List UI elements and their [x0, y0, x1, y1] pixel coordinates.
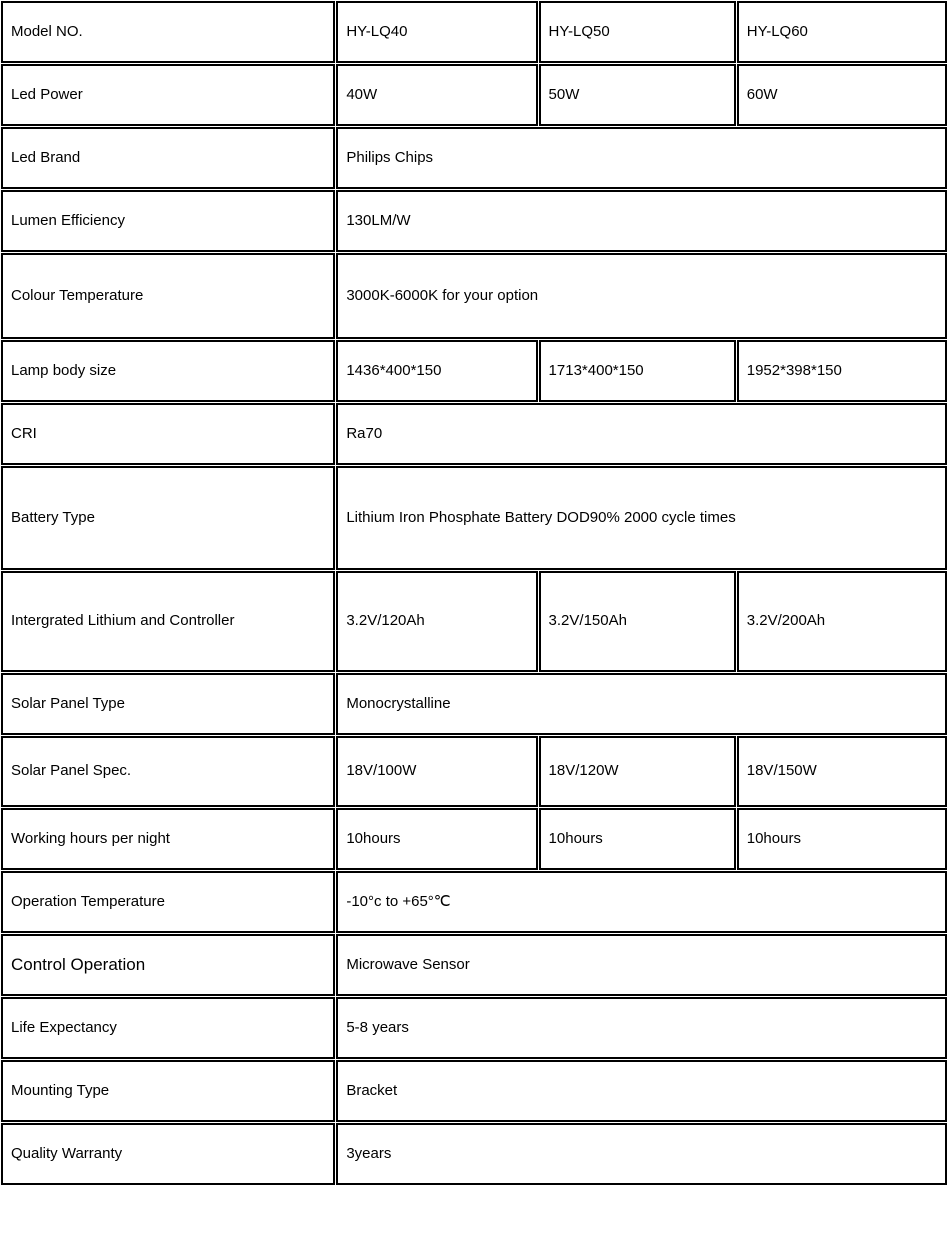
spec-label: Model NO. — [1, 1, 335, 63]
spec-value: Monocrystalline — [336, 673, 947, 735]
table-row — [1, 466, 947, 570]
spec-value: 10hours — [336, 808, 537, 870]
spec-label: Life Expectancy — [1, 997, 335, 1059]
spec-value: 18V/120W — [539, 736, 736, 807]
spec-value: 130LM/W — [336, 190, 947, 252]
spec-label: Lamp body size — [1, 340, 335, 402]
table-row — [1, 871, 947, 933]
spec-value: 3.2V/150Ah — [539, 571, 736, 672]
spec-label: CRI — [1, 403, 335, 465]
spec-value: 1952*398*150 — [737, 340, 947, 402]
spec-label: Led Brand — [1, 127, 335, 189]
spec-value: 40W — [336, 64, 537, 126]
spec-label: Quality Warranty — [1, 1123, 335, 1185]
spec-value: Ra70 — [336, 403, 947, 465]
spec-table-body — [1, 1, 947, 1185]
spec-value: 10hours — [539, 808, 736, 870]
spec-label: Solar Panel Spec. — [1, 736, 335, 807]
table-row — [1, 403, 947, 465]
table-row — [1, 808, 947, 870]
spec-value: Lithium Iron Phosphate Battery DOD90% 2000 cycle times — [336, 466, 947, 570]
spec-label: Mounting Type — [1, 1060, 335, 1122]
spec-value: 3.2V/200Ah — [737, 571, 947, 672]
table-row — [1, 934, 947, 996]
spec-value: -10°c to +65°℃ — [336, 871, 947, 933]
spec-value: 3000K-6000K for your option — [336, 253, 947, 339]
spec-value: 10hours — [737, 808, 947, 870]
spec-value: HY-LQ60 — [737, 1, 947, 63]
table-row — [1, 1123, 947, 1185]
spec-value: 1713*400*150 — [539, 340, 736, 402]
spec-value: HY-LQ40 — [336, 1, 537, 63]
table-row — [1, 127, 947, 189]
spec-value: 1436*400*150 — [336, 340, 537, 402]
table-row — [1, 571, 947, 672]
spec-value: 50W — [539, 64, 736, 126]
spec-value: HY-LQ50 — [539, 1, 736, 63]
table-row — [1, 673, 947, 735]
spec-value: 18V/150W — [737, 736, 947, 807]
spec-label: Control Operation — [1, 934, 335, 996]
spec-value: 5-8 years — [336, 997, 947, 1059]
spec-label: Operation Temperature — [1, 871, 335, 933]
table-row — [1, 1, 947, 63]
spec-label: Lumen Efficiency — [1, 190, 335, 252]
table-row — [1, 253, 947, 339]
spec-value: 60W — [737, 64, 947, 126]
spec-value: 3.2V/120Ah — [336, 571, 537, 672]
spec-value: 18V/100W — [336, 736, 537, 807]
spec-value: Philips Chips — [336, 127, 947, 189]
spec-label: Battery Type — [1, 466, 335, 570]
spec-value: Microwave Sensor — [336, 934, 947, 996]
spec-label: Led Power — [1, 64, 335, 126]
table-row — [1, 1060, 947, 1122]
spec-label: Working hours per night — [1, 808, 335, 870]
spec-label: Intergrated Lithium and Controller — [1, 571, 335, 672]
table-row — [1, 64, 947, 126]
table-row — [1, 997, 947, 1059]
table-row — [1, 736, 947, 807]
spec-label: Solar Panel Type — [1, 673, 335, 735]
spec-value: Bracket — [336, 1060, 947, 1122]
spec-label: Colour Temperature — [1, 253, 335, 339]
table-row — [1, 340, 947, 402]
spec-value: 3years — [336, 1123, 947, 1185]
table-row — [1, 190, 947, 252]
